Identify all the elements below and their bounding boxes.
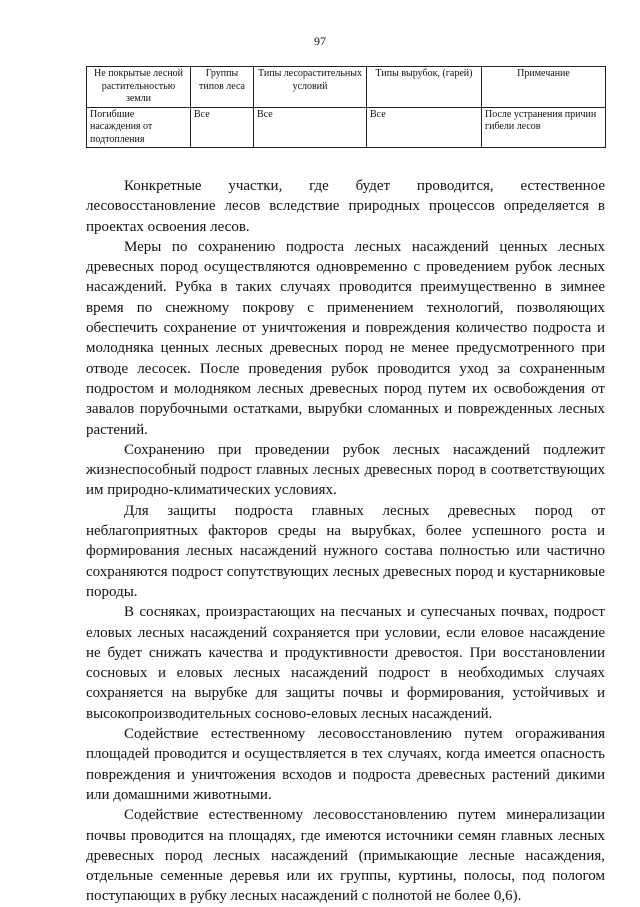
table-row <box>87 107 606 148</box>
paragraph: Конкретные участки, где будет проводится, естественное лесовосстановление лесов вследствие природных процессов определяется в проектах освоения лесов. <box>86 178 605 235</box>
header-clearing-types: Типы вырубок, (гарей) <box>367 67 482 108</box>
paragraph: В сосняках, произрастающих на песчаных и супесчаных почвах, подрост еловых лесных насаждений сохраняется при условии, если еловое насаждение не будет снижать качества и продуктивности древостоя. При восстановлении сосновых и еловых лесных насаждений подрост в необходимых случаях сохраняется на вырубке для защиты почвы и формирования, устойчивых и высокопроизводительных сосново-еловых лесных насаждений. <box>86 604 605 722</box>
paragraph: Содействие естественному лесовосстановлению путем огораживания площадей проводится и осуществляется в тех случаях, когда имеется опасность повреждения и уничтожения всходов и подроста древесных растений дикими или домашними животными. <box>86 726 605 803</box>
page-number: 97 <box>314 34 326 48</box>
forest-table <box>86 66 606 148</box>
header-note: Примечание <box>482 67 606 108</box>
table-cell: Все <box>254 107 367 148</box>
table-cell: Все <box>191 107 254 148</box>
paragraph: Сохранению при проведении рубок лесных насаждений подлежит жизнеспособный подрост главных лесных древесных пород в соответствующих им природно-климатических условиях. <box>86 441 605 499</box>
header-uncovered-lands: Не покрытые лесной растительностью земли <box>87 67 191 108</box>
table-header-row <box>87 67 606 108</box>
table-cell: Все <box>367 107 482 148</box>
table-cell: После устранения причин гибели лесов <box>482 107 606 148</box>
body-text <box>86 176 605 907</box>
paragraph: Меры по сохранению подроста лесных насаждений ценных лесных древесных пород осуществляются одновременно с проведением рубок лесных насаждений. Рубка в таких случаях проводится преимущественно в зимнее время по снежному покрову с применением технологий, позволяющих обеспечить сохранение от уничтожения и повреждения количество подроста и молодняка ценных лесных древесных пород не менее предусмотренного при отводе лесосек. После проведения рубок проводится уход за сохраненным подростом и молодняком лесных древесных пород путем их освобождения от завалов порубочными остатками, вырубки сломанных и поврежденных лесных растений. <box>86 238 605 438</box>
header-site-condition-types: Типы лесорастительных условий <box>254 67 367 108</box>
paragraph: Для защиты подроста главных лесных древесных пород от неблагоприятных факторов среды на вырубках, более успешного роста и формирования лесных насаждений нужного состава полностью или частично сохраняются подрост сопутствующих лесных древесных пород и кустарниковые породы. <box>86 502 605 600</box>
paragraph: Содействие естественному лесовосстановлению путем минерализации почвы проводится на площадях, где имеются источники семян главных лесных древесных пород лесных насаждений (примыкающие лесные насаждения, отдельные семенные деревья или их группы, куртины, полосы, под пологом поступающих в рубку лесных насаждений с полнотой не более 0,6). <box>86 807 605 905</box>
header-forest-type-groups: Группы типов леса <box>191 67 254 108</box>
table-cell: Погибшие насаждения от подтопления <box>87 107 191 148</box>
